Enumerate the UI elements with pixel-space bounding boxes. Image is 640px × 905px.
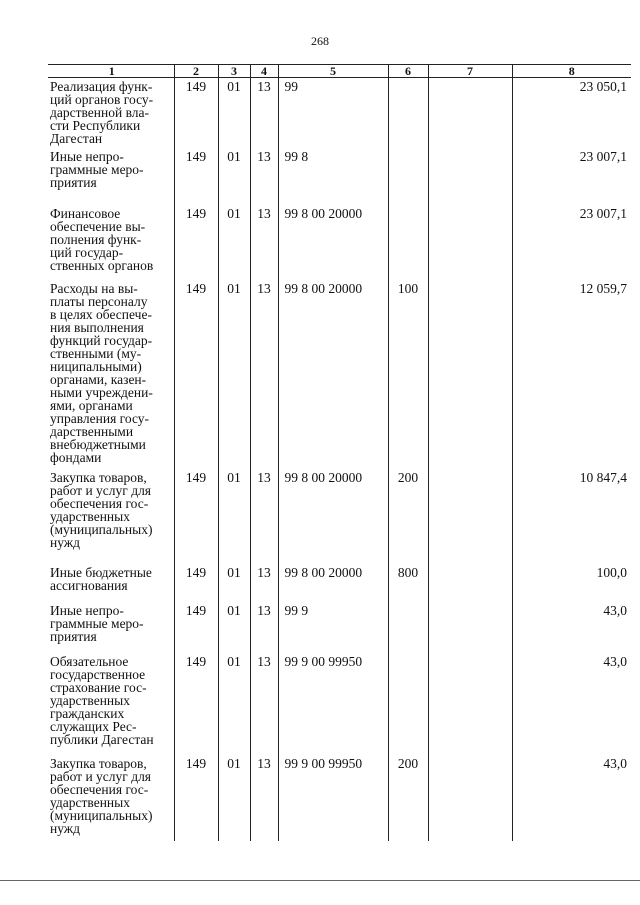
row-value-cell-c4: 13 [250, 653, 278, 755]
column-header: 8 [512, 65, 631, 78]
column-header: 3 [218, 65, 250, 78]
row-value-cell-c6 [388, 78, 428, 149]
row-value-cell-c8: 43,0 [512, 755, 631, 841]
row-value-cell-c6: 200 [388, 469, 428, 564]
row-value-cell-c3: 01 [218, 755, 250, 841]
row-value-cell-c5: 99 8 00 20000 [278, 205, 388, 280]
row-value-cell-c8: 10 847,4 [512, 469, 631, 564]
column-header: 7 [428, 65, 512, 78]
row-value-cell-c3: 01 [218, 148, 250, 205]
row-value-cell-c2: 149 [174, 755, 218, 841]
row-value-cell-c7 [428, 602, 512, 653]
row-name-cell: Финансовое обеспечение вы- полнения функ- ций государ- ственных органов [50, 206, 154, 273]
row-value-cell-c6: 200 [388, 755, 428, 841]
row-name-cell: Иные непро- граммные меро- приятия [50, 149, 144, 190]
table-row [48, 78, 631, 149]
table-row [48, 148, 631, 205]
table-row [48, 602, 631, 653]
row-value-cell-c4: 13 [250, 602, 278, 653]
row-value-cell-c8: 100,0 [512, 564, 631, 602]
row-value-cell-c6 [388, 148, 428, 205]
row-value-cell-c6 [388, 653, 428, 755]
row-value-cell-c7 [428, 653, 512, 755]
row-name-cell: Реализация функ- ций органов госу- дарственной вла- сти Республики Дагестан [50, 79, 154, 146]
column-header: 1 [48, 65, 174, 78]
row-value-cell-c7 [428, 280, 512, 469]
row-value-cell-c5: 99 8 00 20000 [278, 280, 388, 469]
row-value-cell-c6: 100 [388, 280, 428, 469]
page-number: 268 [311, 34, 329, 48]
row-value-cell-c2: 149 [174, 78, 218, 149]
row-value-cell-c2: 149 [174, 653, 218, 755]
row-value-cell-c5: 99 8 [278, 148, 388, 205]
row-value-cell-c3: 01 [218, 78, 250, 149]
row-value-cell-c5: 99 9 [278, 602, 388, 653]
row-value-cell-c2: 149 [174, 148, 218, 205]
row-value-cell-c7 [428, 755, 512, 841]
budget-table [48, 64, 631, 841]
row-value-cell-c2: 149 [174, 602, 218, 653]
row-value-cell-c2: 149 [174, 469, 218, 564]
row-value-cell-c5: 99 8 00 20000 [278, 564, 388, 602]
row-value-cell-c4: 13 [250, 564, 278, 602]
row-value-cell-c7 [428, 469, 512, 564]
row-value-cell-c3: 01 [218, 602, 250, 653]
row-value-cell-c5: 99 9 00 99950 [278, 755, 388, 841]
row-name-cell: Закупка товаров, работ и услуг для обеспечения гос- ударственных (муниципальных) нужд [50, 756, 153, 836]
row-value-cell-c3: 01 [218, 564, 250, 602]
row-value-cell-c3: 01 [218, 469, 250, 564]
row-value-cell-c2: 149 [174, 280, 218, 469]
row-value-cell-c4: 13 [250, 755, 278, 841]
row-value-cell-c4: 13 [250, 469, 278, 564]
row-name-cell: Иные бюджетные ассигнования [50, 565, 152, 593]
row-value-cell-c6: 800 [388, 564, 428, 602]
row-value-cell-c2: 149 [174, 564, 218, 602]
table-row [48, 205, 631, 280]
table-row [48, 653, 631, 755]
row-value-cell-c4: 13 [250, 280, 278, 469]
table-header-row [48, 65, 631, 78]
row-value-cell-c7 [428, 78, 512, 149]
row-value-cell-c5: 99 9 00 99950 [278, 653, 388, 755]
table-row [48, 755, 631, 841]
row-value-cell-c7 [428, 148, 512, 205]
row-value-cell-c6 [388, 205, 428, 280]
table-row [48, 564, 631, 602]
column-header: 6 [388, 65, 428, 78]
row-value-cell-c2: 149 [174, 205, 218, 280]
row-value-cell-c4: 13 [250, 205, 278, 280]
row-value-cell-c3: 01 [218, 280, 250, 469]
row-value-cell-c8: 43,0 [512, 602, 631, 653]
row-value-cell-c6 [388, 602, 428, 653]
row-name-cell: Закупка товаров, работ и услуг для обеспечения гос- ударственных (муниципальных) нужд [50, 470, 153, 550]
row-name-cell: Расходы на вы- платы персоналу в целях обеспече- ния выполнения функций государ- ственными (му- ниципальными) органами, казен- ными учреждени- ями, органами управления госу- дарственными внебюджетными фондами [50, 281, 153, 465]
row-value-cell-c8: 43,0 [512, 653, 631, 755]
page-bottom-divider [0, 880, 640, 881]
column-header: 5 [278, 65, 388, 78]
row-value-cell-c8: 23 007,1 [512, 148, 631, 205]
row-value-cell-c3: 01 [218, 653, 250, 755]
row-name-cell: Обязательное государственное страхование гос- ударственных гражданских служащих Рес- публики Дагестан [50, 654, 154, 747]
table-body [48, 78, 631, 842]
row-value-cell-c5: 99 [278, 78, 388, 149]
table-row [48, 469, 631, 564]
table-row [48, 280, 631, 469]
row-name-cell: Иные непро- граммные меро- приятия [50, 603, 144, 644]
row-value-cell-c5: 99 8 00 20000 [278, 469, 388, 564]
row-value-cell-c7 [428, 564, 512, 602]
column-header: 4 [250, 65, 278, 78]
column-header: 2 [174, 65, 218, 78]
row-value-cell-c4: 13 [250, 148, 278, 205]
row-value-cell-c8: 23 050,1 [512, 78, 631, 149]
row-value-cell-c3: 01 [218, 205, 250, 280]
row-value-cell-c7 [428, 205, 512, 280]
row-value-cell-c4: 13 [250, 78, 278, 149]
row-value-cell-c8: 23 007,1 [512, 205, 631, 280]
row-value-cell-c8: 12 059,7 [512, 280, 631, 469]
